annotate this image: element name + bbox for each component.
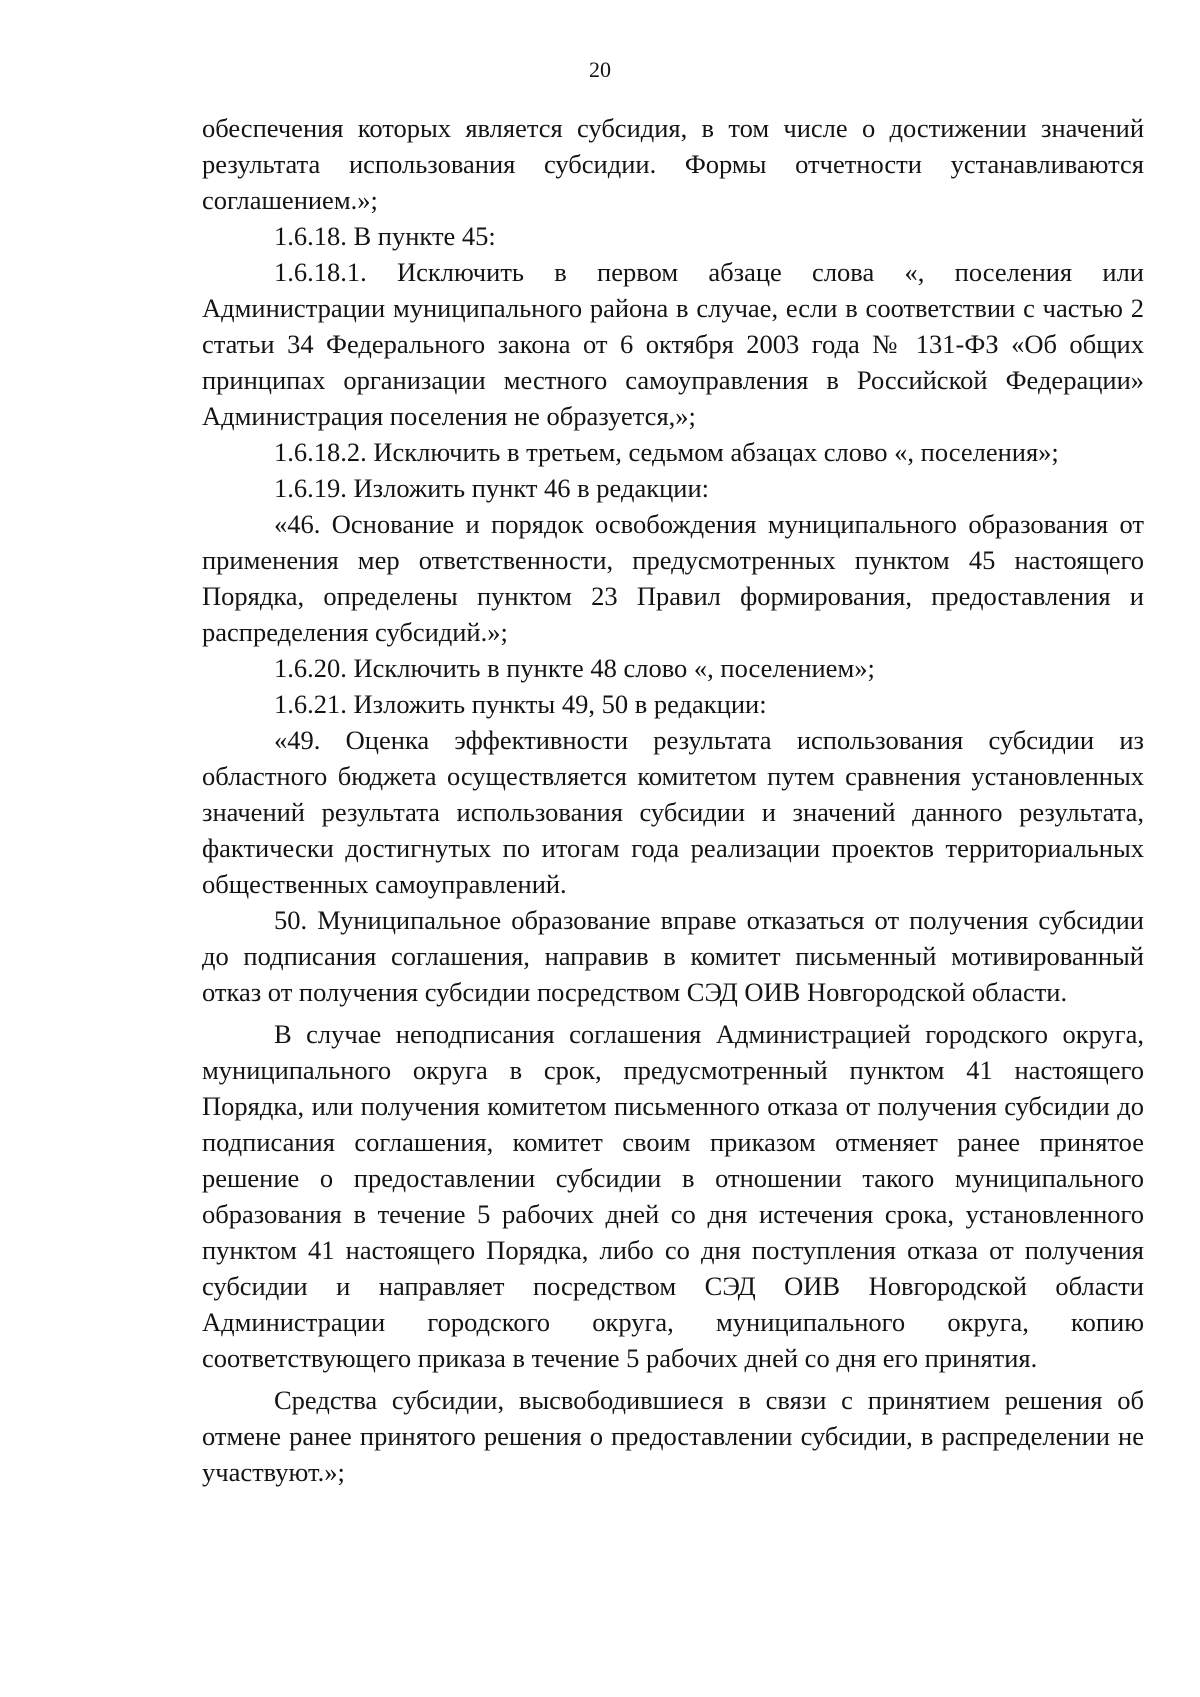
paragraph-point-49: «49. Оценка эффективности результата использования субсидии из областного бюджета осуществляется комитетом путем сравнения установленных значений результата использования субсидии и значений данного результата, фактически достигнутых по итогам года реализации проектов территориальных общественных самоуправлений. <box>202 725 1144 899</box>
paragraph-1-6-20: 1.6.20. Исключить в пункте 48 слово «, поселением»; <box>274 653 875 683</box>
page-number: 20 <box>589 57 611 82</box>
paragraph-point-50: 50. Муниципальное образование вправе отказаться от получения субсидии до подписания соглашения, направив в комитет письменный мотивированный отказ от получения субсидии посредством СЭД ОИВ Новгородской области. <box>202 905 1144 1007</box>
paragraph-1-6-18-2: 1.6.18.2. Исключить в третьем, седьмом абзацах слово «, поселения»; <box>274 437 1059 467</box>
paragraph-continuation: обеспечения которых является субсидия, в том числе о достижении значений результата использования субсидии. Формы отчетности устанавливаются соглашением.»; <box>202 113 1144 215</box>
document-body <box>202 110 1144 1490</box>
paragraph-released-funds: Средства субсидии, высвободившиеся в связи с принятием решения об отмене ранее принятого решения о предоставлении субсидии, в распределении не участвуют.»; <box>202 1385 1144 1487</box>
paragraph-1-6-18-1: 1.6.18.1. Исключить в первом абзаце слова «, поселения или Администрации муниципального района в случае, если в соответствии с частью 2 статьи 34 Федерального закона от 6 октября 2003 года № 131-ФЗ «Об общих принципах организации местного самоуправления в Российской Федерации» Администрация поселения не образуется,»; <box>202 257 1144 431</box>
paragraph-non-signing: В случае неподписания соглашения Администрацией городского округа, муниципального округа в срок, предусмотренный пунктом 41 настоящего Порядка, или получения комитетом письменного отказа от получения субсидии до подписания соглашения, комитет своим приказом отменяет ранее принятое решение о предоставлении субсидии в отношении такого муниципального образования в течение 5 рабочих дней со дня истечения срока, установленного пунктом 41 настоящего Порядка, либо со дня поступления отказа от получения субсидии и направляет посредством СЭД ОИВ Новгородской области Администрации городского округа, муниципального округа, копию соответствующего приказа в течение 5 рабочих дней со дня его принятия. <box>202 1019 1144 1373</box>
paragraph-1-6-21: 1.6.21. Изложить пункты 49, 50 в редакции: <box>274 689 767 719</box>
paragraph-1-6-19: 1.6.19. Изложить пункт 46 в редакции: <box>274 473 709 503</box>
paragraph-point-46: «46. Основание и порядок освобождения муниципального образования от применения мер ответственности, предусмотренных пунктом 45 настоящего Порядка, определены пунктом 23 Правил формирования, предоставления и распределения субсидий.»; <box>202 509 1144 647</box>
paragraph-1-6-18: 1.6.18. В пункте 45: <box>274 221 496 251</box>
